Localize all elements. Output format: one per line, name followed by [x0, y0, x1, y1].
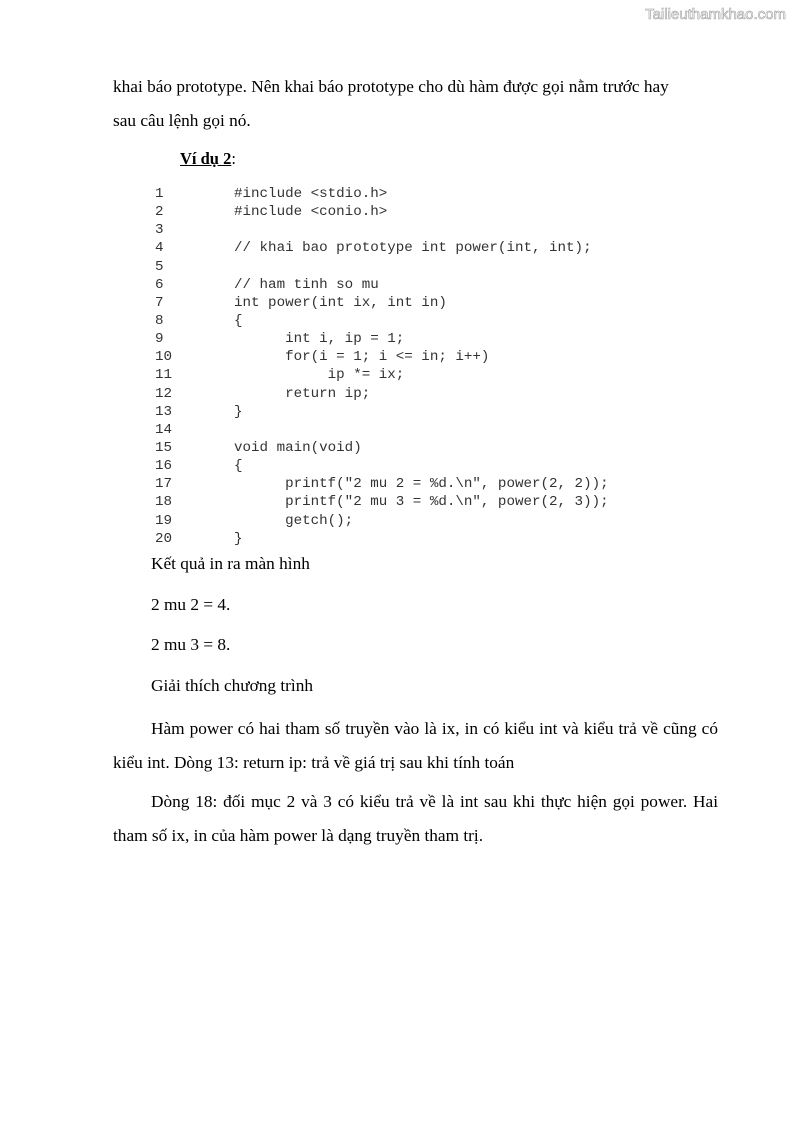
- code-line: [150, 294, 609, 312]
- code-line: [150, 276, 609, 294]
- example-title: Ví dụ 2: [180, 149, 232, 168]
- code-line-text: // ham tinh so mu: [234, 276, 379, 293]
- code-line: [150, 203, 609, 221]
- code-line-number: 10: [155, 349, 173, 366]
- code-line-text: int i, ip = 1;: [234, 331, 405, 348]
- code-line: [150, 385, 609, 403]
- code-line-text: #include <stdio.h>: [234, 186, 388, 202]
- code-line-text: for(i = 1; i <= in; i++): [234, 349, 490, 366]
- code-line: [150, 475, 609, 493]
- code-line-text: printf("2 mu 3 = %d.\n", power(2, 3));: [234, 494, 609, 511]
- code-line-text: ip *= ix;: [234, 367, 405, 384]
- code-line-number: 3: [155, 222, 164, 239]
- code-line: [150, 239, 609, 257]
- code-line: [150, 457, 609, 475]
- code-line-text: int power(int ix, int in): [234, 294, 447, 311]
- code-line-number: 2: [155, 204, 164, 221]
- code-line: [150, 258, 609, 276]
- explain-paragraph-2: Dòng 18: đối mục 2 và 3 có kiểu trả về là int sau khi thực hiện gọi power. Hai tham số ix, in của hàm power là dạng truyền tham trị.: [113, 792, 718, 845]
- watermark: Tailieuthamkhao.com: [645, 6, 786, 23]
- code-line-number: 8: [155, 312, 164, 329]
- code-line-number: 12: [155, 385, 173, 402]
- result-output-1: 2 mu 2 = 4.: [151, 595, 231, 614]
- code-line-number: 20: [155, 530, 173, 547]
- code-line: [150, 366, 609, 384]
- code-line-number: 11: [155, 367, 173, 384]
- code-line-text: }: [234, 530, 243, 547]
- code-line: [150, 512, 609, 530]
- code-line: [150, 530, 609, 548]
- code-line: [150, 312, 609, 330]
- intro-line-2: sau câu lệnh gọi nó.: [113, 111, 251, 130]
- code-line-number: 14: [155, 421, 173, 438]
- example-label: [180, 147, 236, 171]
- code-line: [150, 421, 609, 439]
- code-line-number: 19: [155, 512, 173, 529]
- result-output-2: 2 mu 3 = 8.: [151, 635, 231, 654]
- code-line: [150, 493, 609, 511]
- code-line-number: 4: [155, 240, 164, 257]
- code-line-text: getch();: [234, 512, 354, 529]
- code-line-number: 9: [155, 331, 164, 348]
- code-line-text: // khai bao prototype int power(int, int);: [234, 240, 592, 257]
- explain-paragraph-1: Hàm power có hai tham số truyền vào là ix, in có kiểu int và kiểu trả về cũng có kiểu int. Dòng 13: return ip: trả về giá trị sau khi tính toán: [113, 719, 718, 772]
- intro-line-1: khai báo prototype. Nên khai báo prototype cho dù hàm được gọi nằm trước hay: [113, 77, 669, 96]
- code-line-number: 15: [155, 439, 173, 456]
- code-line: [150, 185, 609, 203]
- code-line-text: return ip;: [234, 385, 371, 402]
- code-line-text: {: [234, 458, 243, 475]
- code-listing: [150, 185, 609, 548]
- code-line-text: {: [234, 312, 243, 329]
- code-line: [150, 348, 609, 366]
- code-line: [150, 403, 609, 421]
- code-line: [150, 330, 609, 348]
- code-line-number: 18: [155, 494, 173, 511]
- code-line: [150, 221, 609, 239]
- code-line-number: 16: [155, 458, 173, 475]
- example-colon: :: [231, 149, 236, 168]
- code-line-number: 13: [155, 403, 173, 420]
- code-line-text: void main(void): [234, 439, 362, 456]
- code-line-number: 1: [155, 186, 164, 202]
- code-line-number: 6: [155, 276, 164, 293]
- explain-heading: Giải thích chương trình: [151, 676, 314, 695]
- code-line-number: 7: [155, 294, 164, 311]
- result-heading: Kết quả in ra màn hình: [151, 554, 310, 573]
- code-line-number: 5: [155, 258, 164, 275]
- code-line: [150, 439, 609, 457]
- code-line-text: #include <conio.h>: [234, 204, 388, 221]
- code-line-text: printf("2 mu 2 = %d.\n", power(2, 2));: [234, 476, 609, 493]
- code-line-number: 17: [155, 476, 173, 493]
- code-line-text: }: [234, 403, 243, 420]
